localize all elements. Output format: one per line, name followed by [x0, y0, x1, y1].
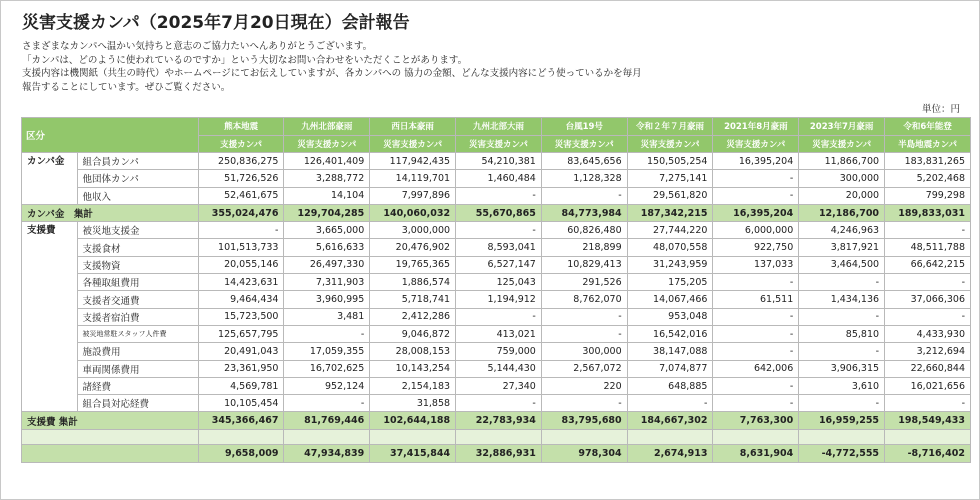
column-header-line1: 九州北部大雨 — [456, 118, 542, 136]
table-cell: 2,567,072 — [541, 360, 627, 377]
spacer-cell — [198, 429, 284, 444]
table-row — [22, 377, 971, 394]
table-cell: 27,744,220 — [627, 222, 713, 239]
table-cell: 7,275,141 — [627, 170, 713, 187]
table-cell: 10,105,454 — [198, 395, 284, 412]
table-cell: 9,046,872 — [370, 325, 456, 342]
table-cell: 150,505,254 — [627, 153, 713, 170]
table-cell: 799,298 — [885, 187, 971, 204]
spacer-cell — [456, 429, 542, 444]
table-cell: - — [713, 377, 799, 394]
table-cell: - — [456, 395, 542, 412]
table-cell: - — [541, 395, 627, 412]
table-cell: 1,128,328 — [541, 170, 627, 187]
table-cell: 16,702,625 — [284, 360, 370, 377]
table-row — [22, 153, 971, 170]
table-cell: 85,810 — [799, 325, 885, 342]
table-cell: 48,511,788 — [885, 239, 971, 256]
table-cell: 3,610 — [799, 377, 885, 394]
table-cell: 953,048 — [627, 308, 713, 325]
table-cell: 2,154,183 — [370, 377, 456, 394]
table-cell: 922,750 — [713, 239, 799, 256]
total-label: 支援費 集計 — [22, 412, 199, 429]
table-cell: 220 — [541, 377, 627, 394]
table-cell: 14,067,466 — [627, 291, 713, 308]
table-cell: 31,243,959 — [627, 256, 713, 273]
column-header-line2: 災害支援カンパ — [284, 135, 370, 153]
table-row — [22, 291, 971, 308]
table-cell: 3,665,000 — [284, 222, 370, 239]
table-row — [22, 325, 971, 342]
item-label: 被災地常駐スタッフ人件費 — [77, 325, 198, 342]
table-cell: 7,074,877 — [627, 360, 713, 377]
table-cell: 9,464,434 — [198, 291, 284, 308]
table-cell: 3,906,315 — [799, 360, 885, 377]
column-header-line2: 支援カンパ — [198, 135, 284, 153]
page-title: 災害支援カンパ（2025年7月20日現在）会計報告 — [22, 13, 410, 33]
column-header-line2: 災害支援カンパ — [627, 135, 713, 153]
table-cell: 38,147,088 — [627, 343, 713, 360]
table-cell: - — [713, 170, 799, 187]
balance-row — [22, 444, 971, 462]
table-row — [22, 395, 971, 412]
column-header-line1: 令和6年能登 — [885, 118, 971, 136]
item-label: 車両関係費用 — [77, 360, 198, 377]
header-row — [22, 118, 971, 136]
table-cell: 3,817,921 — [799, 239, 885, 256]
spacer-cell — [627, 429, 713, 444]
table-cell: 10,143,254 — [370, 360, 456, 377]
column-header-line1: 九州北部豪雨 — [284, 118, 370, 136]
table-cell: 14,104 — [284, 187, 370, 204]
column-header-line2: 災害支援カンパ — [713, 135, 799, 153]
total-cell: 102,644,188 — [370, 412, 456, 429]
table-cell: 952,124 — [284, 377, 370, 394]
column-header-line1: 西日本豪雨 — [370, 118, 456, 136]
table-row — [22, 239, 971, 256]
table-cell: 16,021,656 — [885, 377, 971, 394]
total-cell: 16,395,204 — [713, 204, 799, 221]
table-cell: 20,476,902 — [370, 239, 456, 256]
table-cell: 37,066,306 — [885, 291, 971, 308]
table-cell: - — [456, 222, 542, 239]
table-cell: 5,202,468 — [885, 170, 971, 187]
table-cell: 126,401,409 — [284, 153, 370, 170]
table-cell: - — [713, 308, 799, 325]
table-cell: 1,434,136 — [799, 291, 885, 308]
table-cell: 6,527,147 — [456, 256, 542, 273]
total-cell: 198,549,433 — [885, 412, 971, 429]
total-cell: 189,833,031 — [885, 204, 971, 221]
table-cell: 29,561,820 — [627, 187, 713, 204]
balance-cell: -4,772,555 — [799, 444, 885, 462]
table-cell: - — [198, 222, 284, 239]
spacer-cell — [713, 429, 799, 444]
spacer-cell — [22, 429, 199, 444]
table-cell: 101,513,733 — [198, 239, 284, 256]
table-cell: - — [284, 325, 370, 342]
table-cell: - — [627, 395, 713, 412]
item-label: 支援物資 — [77, 256, 198, 273]
table-cell: 291,526 — [541, 274, 627, 291]
column-header-line1: 令和２年７月豪雨 — [627, 118, 713, 136]
balance-cell: 2,674,913 — [627, 444, 713, 462]
table-cell: 8,762,070 — [541, 291, 627, 308]
column-header-line2: 災害支援カンパ — [541, 135, 627, 153]
table-cell: 10,829,413 — [541, 256, 627, 273]
unit-label: 単位：円 — [921, 104, 960, 115]
item-label: 施設費用 — [77, 343, 198, 360]
total-cell: 12,186,700 — [799, 204, 885, 221]
intro-text — [22, 40, 642, 94]
column-header-line2: 災害支援カンパ — [799, 135, 885, 153]
balance-cell: 32,886,931 — [456, 444, 542, 462]
table-row — [22, 308, 971, 325]
table-cell: - — [713, 343, 799, 360]
table-cell: 3,000,000 — [370, 222, 456, 239]
table-cell: 218,899 — [541, 239, 627, 256]
item-label: 支援者交通費 — [77, 291, 198, 308]
table-cell: - — [456, 187, 542, 204]
table-cell: - — [541, 325, 627, 342]
table-cell: - — [541, 308, 627, 325]
column-header-line1: 2023年7月豪雨 — [799, 118, 885, 136]
table-cell: - — [713, 187, 799, 204]
table-cell: 4,246,963 — [799, 222, 885, 239]
total-row — [22, 204, 971, 221]
spacer-cell — [541, 429, 627, 444]
table-row — [22, 360, 971, 377]
table-cell: 5,144,430 — [456, 360, 542, 377]
item-label: 組合員カンパ — [77, 153, 198, 170]
table-cell: 300,000 — [799, 170, 885, 187]
total-cell: 22,783,934 — [456, 412, 542, 429]
table-cell: 413,021 — [456, 325, 542, 342]
table-cell: 23,361,950 — [198, 360, 284, 377]
table-cell: 8,593,041 — [456, 239, 542, 256]
column-header-line1: 台風19号 — [541, 118, 627, 136]
table-cell: 5,616,633 — [284, 239, 370, 256]
table-cell: 54,210,381 — [456, 153, 542, 170]
table-cell: 137,033 — [713, 256, 799, 273]
item-label: 支援食材 — [77, 239, 198, 256]
table-cell: 125,043 — [456, 274, 542, 291]
table-cell: - — [885, 222, 971, 239]
total-cell: 184,667,302 — [627, 412, 713, 429]
table-cell: 250,836,275 — [198, 153, 284, 170]
column-header-line1: 熊本地震 — [198, 118, 284, 136]
intro-line: 報告することにしています。ぜひご覧ください。 — [22, 81, 231, 93]
total-cell: 81,769,446 — [284, 412, 370, 429]
item-label: 諸経費 — [77, 377, 198, 394]
balance-cell: 47,934,839 — [284, 444, 370, 462]
item-label: 組合員対応経費 — [77, 395, 198, 412]
table-cell: 14,119,701 — [370, 170, 456, 187]
item-label: 他団体カンパ — [77, 170, 198, 187]
table-cell: 5,718,741 — [370, 291, 456, 308]
table-cell: 19,765,365 — [370, 256, 456, 273]
table-cell: 22,660,844 — [885, 360, 971, 377]
table-cell: - — [713, 395, 799, 412]
item-label: 他収入 — [77, 187, 198, 204]
table-cell: 648,885 — [627, 377, 713, 394]
table-cell: 1,460,484 — [456, 170, 542, 187]
table-cell: 117,942,435 — [370, 153, 456, 170]
table-row — [22, 170, 971, 187]
table-cell: 17,059,355 — [284, 343, 370, 360]
table-cell: 125,657,795 — [198, 325, 284, 342]
table-cell: - — [885, 274, 971, 291]
table-cell: 3,960,995 — [284, 291, 370, 308]
column-header-line2: 災害支援カンパ — [370, 135, 456, 153]
table-cell: 16,395,204 — [713, 153, 799, 170]
table-cell: 66,642,215 — [885, 256, 971, 273]
table-cell: 11,866,700 — [799, 153, 885, 170]
table-cell: - — [284, 395, 370, 412]
total-cell: 55,670,865 — [456, 204, 542, 221]
table-cell: 31,858 — [370, 395, 456, 412]
table-cell: - — [541, 187, 627, 204]
total-cell: 129,704,285 — [284, 204, 370, 221]
table-cell: 6,000,000 — [713, 222, 799, 239]
table-cell: 28,008,153 — [370, 343, 456, 360]
total-cell: 7,763,300 — [713, 412, 799, 429]
intro-line: 「カンパは、どのように使われているのですか」という大切なお問い合わせをいただくことがあります。 — [22, 54, 468, 66]
spacer-cell — [799, 429, 885, 444]
table-cell: 7,997,896 — [370, 187, 456, 204]
table-cell: 3,464,500 — [799, 256, 885, 273]
item-label: 各種取組費用 — [77, 274, 198, 291]
column-header-line2: 半島地震カンパ — [885, 135, 971, 153]
table-cell: - — [799, 395, 885, 412]
spacer-row — [22, 429, 971, 444]
spacer-cell — [370, 429, 456, 444]
table-cell: 20,000 — [799, 187, 885, 204]
category-label: カンパ金 — [22, 153, 78, 205]
table-cell: - — [799, 308, 885, 325]
total-row — [22, 412, 971, 429]
table-cell: 51,726,526 — [198, 170, 284, 187]
balance-cell: 978,304 — [541, 444, 627, 462]
total-cell: 345,366,467 — [198, 412, 284, 429]
table-cell: 20,055,146 — [198, 256, 284, 273]
table-row — [22, 343, 971, 360]
column-header-line2: 災害支援カンパ — [456, 135, 542, 153]
spacer-cell — [284, 429, 370, 444]
table-cell: 4,433,930 — [885, 325, 971, 342]
balance-cell: 9,658,009 — [198, 444, 284, 462]
table-cell: - — [885, 395, 971, 412]
column-header-line1: 2021年8月豪雨 — [713, 118, 799, 136]
table-cell: 83,645,656 — [541, 153, 627, 170]
intro-line: さまざまなカンパへ温かい気持ちと意志のご協力たいへんありがとうございます。 — [22, 41, 373, 52]
table-cell: 3,212,694 — [885, 343, 971, 360]
table-cell: 642,006 — [713, 360, 799, 377]
accounting-table — [21, 117, 971, 463]
table-cell: 1,886,574 — [370, 274, 456, 291]
total-cell: 187,342,215 — [627, 204, 713, 221]
table-cell: 7,311,903 — [284, 274, 370, 291]
table-row — [22, 256, 971, 273]
table-cell: 48,070,558 — [627, 239, 713, 256]
total-cell: 140,060,032 — [370, 204, 456, 221]
balance-cell: 37,415,844 — [370, 444, 456, 462]
table-row — [22, 222, 971, 239]
table-cell: - — [456, 308, 542, 325]
table-cell: 183,831,265 — [885, 153, 971, 170]
kubun-header: 区分 — [22, 118, 199, 153]
table-cell: 300,000 — [541, 343, 627, 360]
spacer-cell — [885, 429, 971, 444]
total-cell: 83,795,680 — [541, 412, 627, 429]
table-cell: 20,491,043 — [198, 343, 284, 360]
table-cell: 15,723,500 — [198, 308, 284, 325]
table-cell: 52,461,675 — [198, 187, 284, 204]
table-cell: 1,194,912 — [456, 291, 542, 308]
total-cell: 16,959,255 — [799, 412, 885, 429]
table-row — [22, 187, 971, 204]
total-label: カンパ金 集計 — [22, 204, 199, 221]
table-cell: - — [713, 274, 799, 291]
table-cell: 27,340 — [456, 377, 542, 394]
table-cell: 2,412,286 — [370, 308, 456, 325]
category-label: 支援費 — [22, 222, 78, 412]
table-cell: 16,542,016 — [627, 325, 713, 342]
table-cell: 3,288,772 — [284, 170, 370, 187]
table-cell: 61,511 — [713, 291, 799, 308]
balance-cell: 8,631,904 — [713, 444, 799, 462]
item-label: 支援者宿泊費 — [77, 308, 198, 325]
table-cell: - — [885, 308, 971, 325]
table-cell: 14,423,631 — [198, 274, 284, 291]
table-row — [22, 274, 971, 291]
intro-line: 支援内容は機関紙（共生の時代）やホームページにてお伝えしていますが、各カンパへの 協力の金額、どんな支援内容にどう使っているかを毎月 — [22, 68, 642, 79]
table-cell: - — [799, 274, 885, 291]
table-cell: 26,497,330 — [284, 256, 370, 273]
table-cell: 3,481 — [284, 308, 370, 325]
table-cell: 175,205 — [627, 274, 713, 291]
table-cell: - — [713, 325, 799, 342]
total-cell: 355,024,476 — [198, 204, 284, 221]
table-cell: - — [799, 343, 885, 360]
table-cell: 759,000 — [456, 343, 542, 360]
total-cell: 84,773,984 — [541, 204, 627, 221]
balance-label — [22, 444, 199, 462]
table-cell: 4,569,781 — [198, 377, 284, 394]
balance-cell: -8,716,402 — [885, 444, 971, 462]
item-label: 被災地支援金 — [77, 222, 198, 239]
table-cell: 60,826,480 — [541, 222, 627, 239]
